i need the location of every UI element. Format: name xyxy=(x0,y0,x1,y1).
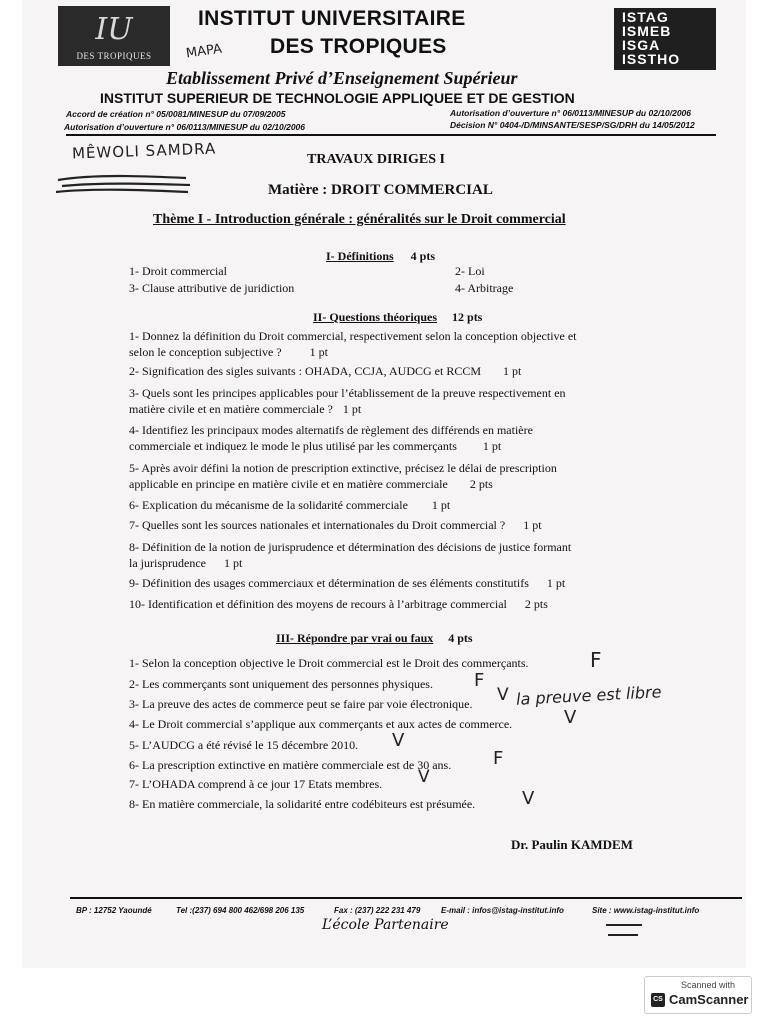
subject-title: Matière : DROIT COMMERCIAL xyxy=(268,182,493,198)
scanner-brand: CamScanner xyxy=(669,992,749,1007)
def-item-2: 2- Loi xyxy=(455,264,485,278)
logo-mark: IU xyxy=(95,12,133,47)
section2-points: 12 pts xyxy=(452,310,483,324)
td-title: TRAVAUX DIRIGES I xyxy=(307,152,445,167)
answer-mark: V xyxy=(497,685,509,705)
question-3: 3- Quels sont les principes applicables pour l’établissement de la preuve respectivement en xyxy=(129,386,566,400)
footer-fax: Fax : (237) 222 231 479 xyxy=(334,906,421,915)
school-istag: ISTAG xyxy=(622,9,669,25)
truefalse-item: 1- Selon la conception objective le Droit commercial est le Droit des commerçants. xyxy=(129,656,529,670)
def-item-4: 4- Arbitrage xyxy=(455,281,514,295)
section2-title: II- Questions théoriques xyxy=(313,310,438,324)
question-2: 2- Signification des sigles suivants : OHADA, CCJA, AUDCG et RCCM 1 pt xyxy=(129,364,522,378)
truefalse-item: 7- L’OHADA comprend à ce jour 17 Etats membres. xyxy=(129,777,383,791)
answer-mark: F xyxy=(474,670,485,691)
question-6: 6- Explication du mécanisme de la solidarité commerciale 1 pt xyxy=(129,498,451,512)
school-isstho: ISSTHO xyxy=(622,51,681,67)
question-4: 4- Identifiez les principaux modes alternatifs de règlement des différends en matière xyxy=(129,423,533,437)
teacher-signature: Dr. Paulin KAMDEM xyxy=(511,837,633,852)
institute-name-line1: INSTITUT UNIVERSITAIRE xyxy=(198,7,466,30)
camscanner-badge xyxy=(644,976,752,1014)
school-isga: ISGA xyxy=(622,37,661,53)
section2-heading xyxy=(313,310,482,325)
def-item-1: 1- Droit commercial xyxy=(129,264,227,278)
truefalse-item: 3- La preuve des actes de commerce peut se faire par voie électronique. xyxy=(129,697,473,711)
question-1-cont: selon le conception subjective ? 1 pt xyxy=(129,345,328,359)
footer-mark xyxy=(606,924,642,926)
answer-mark: F xyxy=(590,648,602,672)
autorisation-right: Autorisation d’ouverture n° 06/0113/MINESUP du 02/10/2006 xyxy=(450,108,692,118)
answer-mark: V xyxy=(418,767,430,787)
section3-points: 4 pts xyxy=(448,631,473,645)
question-1: 1- Donnez la définition du Droit commercial, respectivement selon la conception objective et xyxy=(129,329,577,343)
name-scribble xyxy=(54,172,194,198)
section1-title: I- Définitions xyxy=(326,249,394,263)
section3-title: III- Répondre par vrai ou faux xyxy=(276,631,434,645)
section3-heading xyxy=(276,631,473,646)
footer-tel: Tel :(237) 694 800 462/698 206 135 xyxy=(176,906,305,915)
footer-divider xyxy=(70,897,742,899)
question-9: 9- Définition des usages commerciaux et détermination de ses éléments constitutifs 1 pt xyxy=(129,576,566,590)
camscanner-logo-icon: CS xyxy=(651,993,665,1007)
logo-subtitle: DES TROPIQUES xyxy=(76,51,152,61)
theme-title: Thème I - Introduction générale : généralités sur le Droit commercial xyxy=(153,212,566,227)
truefalse-item: 8- En matière commerciale, la solidarité entre codébiteurs est présumée. xyxy=(129,797,476,811)
question-8: 8- Définition de la notion de jurisprudence et détermination des décisions de justice formant xyxy=(129,540,572,554)
footer-mark xyxy=(608,934,638,936)
footer-tagline: L’école Partenaire xyxy=(322,917,449,933)
question-4-cont: commerciale et indiquez le mode le plus utilisé par les commerçants 1 pt xyxy=(129,439,502,453)
answer-mark: F xyxy=(493,748,504,769)
question-5: 5- Après avoir défini la notion de prescription extinctive, précisez le délai de prescription xyxy=(129,461,557,475)
istag-full-name: INSTITUT SUPERIEUR DE TECHNOLOGIE APPLIQUEE ET DE GESTION xyxy=(100,90,575,106)
establishment-line: Etablissement Privé d’Enseignement Supérieur xyxy=(166,68,518,88)
autorisation-left: Autorisation d’ouverture n° 06/0113/MINESUP du 02/10/2006 xyxy=(64,122,306,132)
header-divider xyxy=(66,134,716,136)
answer-mark: V xyxy=(392,730,405,751)
institute-name-line2: DES TROPIQUES xyxy=(270,35,447,58)
question-7: 7- Quelles sont les sources nationales et internationales du Droit commercial ? 1 pt xyxy=(129,518,542,532)
truefalse-item: 2- Les commerçants sont uniquement des personnes physiques. xyxy=(129,677,433,691)
university-logo xyxy=(58,6,170,66)
footer-bp: BP : 12752 Yaoundé xyxy=(76,906,152,915)
answer-mark: V xyxy=(564,707,577,728)
accord-creation: Accord de création n° 05/0081/MINESUP du 07/09/2005 xyxy=(66,109,286,119)
question-8-cont: la jurisprudence 1 pt xyxy=(129,556,243,570)
student-name: MÊWOLI SAMDRA xyxy=(71,139,217,163)
question-3-cont: matière civile et en matière commerciale ? 1 pt xyxy=(129,402,362,416)
handwritten-note: MAPA xyxy=(185,41,223,62)
truefalse-item: 4- Le Droit commercial s’applique aux commerçants et aux actes de commerce. xyxy=(129,717,513,731)
truefalse-item: 6- La prescription extinctive en matière commerciale est de 30 ans. xyxy=(129,758,452,772)
scanner-caption: Scanned with xyxy=(681,980,736,990)
def-item-3: 3- Clause attributive de juridiction xyxy=(129,281,295,295)
handwritten-comment: la preuve est libre xyxy=(515,682,662,709)
section1-points: 4 pts xyxy=(410,249,436,263)
footer-email: E-mail : infos@istag-institut.info xyxy=(441,906,564,915)
truefalse-item: 5- L’AUDCG a été révisé le 15 décembre 2010. xyxy=(129,738,359,752)
answer-mark: V xyxy=(522,788,535,809)
schools-logo xyxy=(614,8,716,70)
question-5-cont: applicable en principe en matière civile et en matière commerciale 2 pts xyxy=(129,477,493,491)
school-ismeb: ISMEB xyxy=(622,23,672,39)
question-10: 10- Identification et définition des moyens de recours à l’arbitrage commercial 2 pts xyxy=(129,597,548,611)
decision-line: Décision N° 0404-/D/MINSANTE/SESP/SG/DRH du 14/05/2012 xyxy=(450,120,695,130)
footer-site: Site : www.istag-institut.info xyxy=(592,906,700,915)
section1-heading xyxy=(326,249,435,264)
